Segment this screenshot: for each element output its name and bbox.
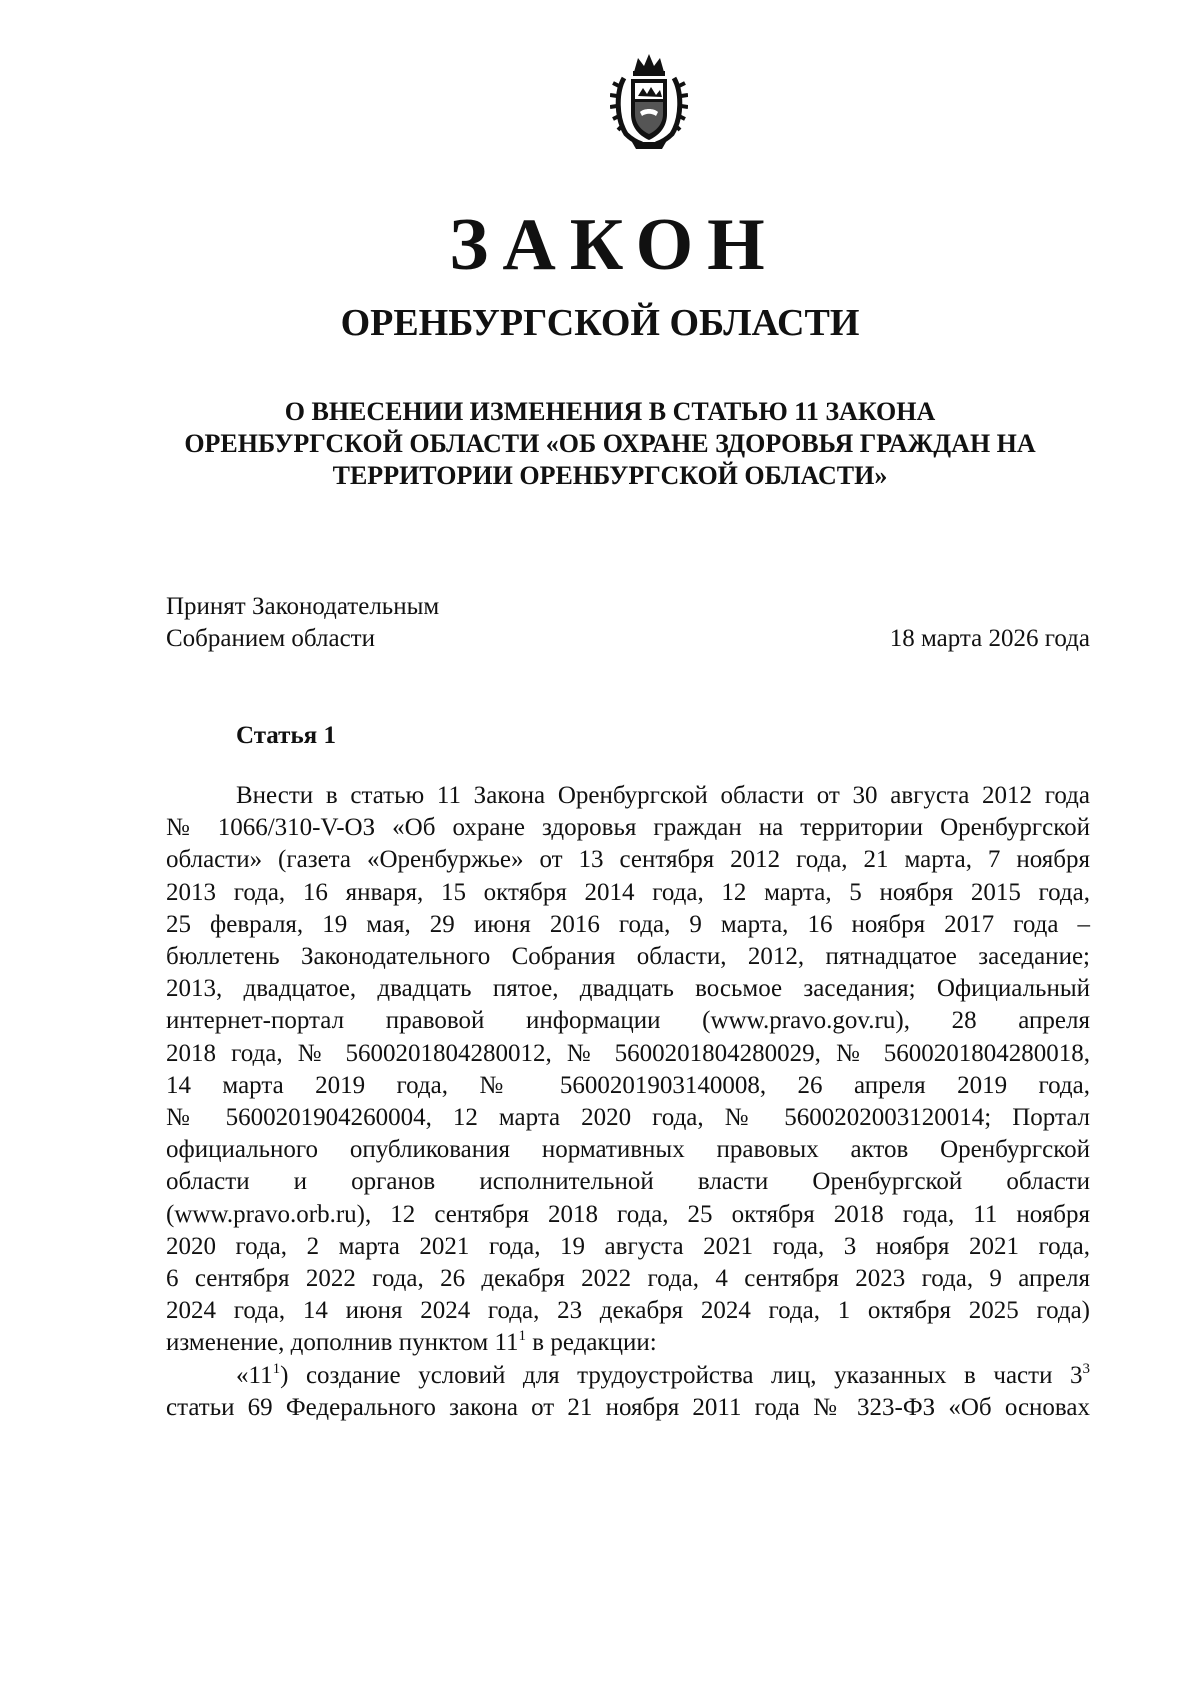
- law-heading: [120, 396, 1100, 492]
- body-line: бюллетень Законодательного Собрания области, 2012, пятнадцатое заседание;: [166, 943, 1090, 971]
- body-line: Внести в статью 11 Закона Оренбургской области от 30 августа 2012 года: [236, 782, 1090, 809]
- body-line: 6 сентября 2022 года, 26 декабря 2022 года, 4 сентября 2023 года, 9 апреля: [166, 1265, 1090, 1293]
- document-title: ЗАКОН: [449, 204, 779, 286]
- body-line: № 1066/310-V-ОЗ «Об охране здоровья граждан на территории Оренбургской: [166, 814, 1090, 842]
- body-line: № 5600201904260004, 12 марта 2020 года, № 5600202003120014; Портал: [166, 1104, 1090, 1132]
- adoption-line: Собранием области: [166, 625, 375, 652]
- adoption-date: 18 марта 2026 года: [889, 625, 1090, 652]
- body-text-fragment: в редакции:: [526, 1329, 657, 1357]
- body-text-fragment: «11: [236, 1361, 273, 1389]
- article-body: [166, 780, 1090, 1424]
- article-title: Статья 1: [236, 722, 336, 749]
- law-heading-line: ОРЕНБУРГСКОЙ ОБЛАСТИ «ОБ ОХРАНЕ ЗДОРОВЬЯ ГРАЖДАН НА: [184, 429, 1036, 458]
- body-line: официального опубликования нормативных правовых актов Оренбургской: [166, 1136, 1090, 1164]
- adoption-block: [166, 591, 439, 655]
- adoption-line: Принят Законодательным: [166, 593, 440, 620]
- body-line: 2018 года, № 5600201804280012, № 5600201804280029, № 5600201804280018,: [166, 1039, 1090, 1067]
- document-subtitle: ОРЕНБУРГСКОЙ ОБЛАСТИ: [340, 302, 860, 344]
- body-line: 2013 года, 16 января, 15 октября 2014 года, 12 марта, 5 ноября 2015 года,: [166, 878, 1090, 906]
- body-line: 2013, двадцатое, двадцать пятое, двадцать восьмое заседания; Официальный: [166, 975, 1090, 1003]
- body-line: 25 февраля, 19 мая, 29 июня 2016 года, 9 марта, 16 ноября 2017 года –: [166, 910, 1090, 938]
- body-line: интернет-портал правовой информации (www.pravo.gov.ru), 28 апреля: [166, 1007, 1090, 1035]
- body-line: области и органов исполнительной власти Оренбургской области: [166, 1168, 1090, 1196]
- coat-of-arms-icon: [610, 52, 688, 152]
- superscript: 1: [518, 1328, 527, 1345]
- body-line: (www.pravo.orb.ru), 12 сентября 2018 года, 25 октября 2018 года, 11 ноября: [166, 1200, 1090, 1228]
- superscript: 3: [1082, 1360, 1090, 1377]
- law-heading-line: ТЕРРИТОРИИ ОРЕНБУРГСКОЙ ОБЛАСТИ»: [332, 461, 888, 490]
- law-heading-line: О ВНЕСЕНИИ ИЗМЕНЕНИЯ В СТАТЬЮ 11 ЗАКОНА: [284, 397, 936, 426]
- body-line: 2024 года, 14 июня 2024 года, 23 декабря 2024 года, 1 октября 2025 года): [166, 1297, 1090, 1325]
- superscript: 1: [272, 1360, 281, 1377]
- body-text-fragment: ) создание условий для трудоустройства лиц, указанных в части 3: [280, 1361, 1083, 1389]
- body-line: 14 марта 2019 года, № 5600201903140008, 26 апреля 2019 года,: [166, 1071, 1090, 1099]
- body-line: [166, 1327, 1090, 1359]
- body-line: статьи 69 Федерального закона от 21 ноября 2011 года № 323-ФЗ «Об основах: [166, 1393, 1090, 1421]
- body-line: 2020 года, 2 марта 2021 года, 19 августа 2021 года, 3 ноября 2021 года,: [166, 1232, 1090, 1260]
- body-text-fragment: изменение, дополнив пунктом 11: [166, 1329, 519, 1357]
- body-line: области» (газета «Оренбуржье» от 13 сентября 2012 года, 21 марта, 7 ноября: [166, 846, 1090, 874]
- body-line: [166, 1360, 1090, 1392]
